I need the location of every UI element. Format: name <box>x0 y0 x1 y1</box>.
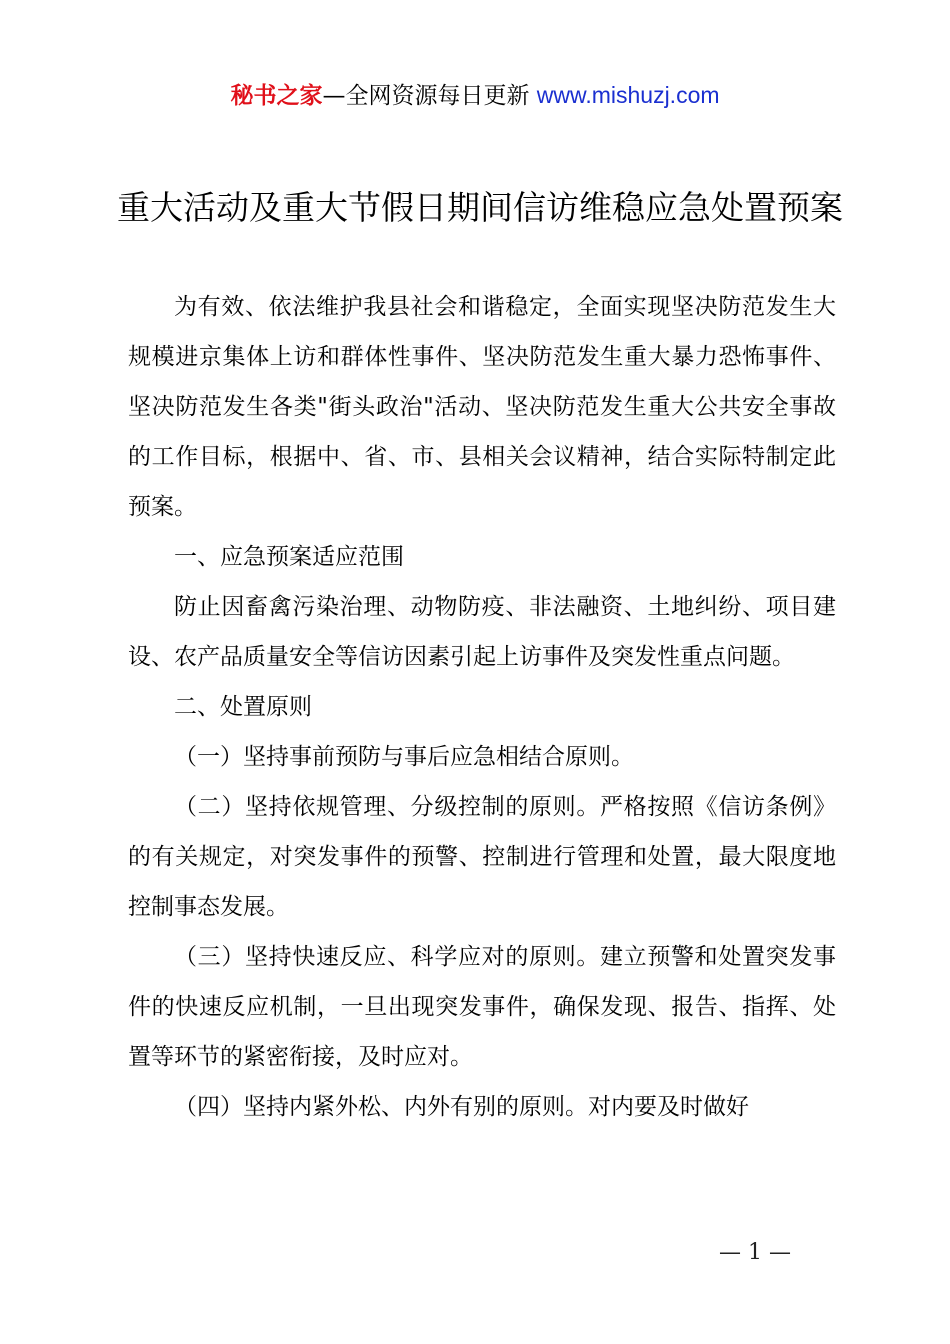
site-header <box>0 78 950 113</box>
principle-1: （一）坚持事前预防与事后应急相结合原则。 <box>174 744 634 770</box>
principle-3: （三）坚持快速反应、科学应对的原则。建立预警和处置突发事件的快速反应机制，一旦出现突发事件，确保发现、报告、指挥、处置等环节的紧密衔接，及时应对。 <box>128 944 836 1070</box>
scope-paragraph: 防止因畜禽污染治理、动物防疫、非法融资、土地纠纷、项目建设、农产品质量安全等信访因素引起上访事件及突发性重点问题。 <box>128 594 836 670</box>
intro-paragraph: 为有效、依法维护我县社会和谐稳定，全面实现坚决防范发生大规模进京集体上访和群体性事件、坚决防范发生重大暴力恐怖事件、坚决防范发生各类"街头政治"活动、坚决防范发生重大公共安全事故的工作目标，根据中、省、市、县相关会议精神，结合实际特制定此预案。 <box>128 294 836 520</box>
section-heading-scope: 一、应急预案适应范围 <box>174 544 404 570</box>
brand-name: 秘书之家 <box>230 83 323 109</box>
header-tagline: —全网资源每日更新 <box>322 83 530 109</box>
document-title: 重大活动及重大节假日期间信访维稳应急处置预案 <box>117 188 843 227</box>
principle-4: （四）坚持内紧外松、内外有别的原则。对内要及时做好 <box>174 1094 749 1120</box>
document-body <box>128 282 836 1132</box>
page-number: — 1 — <box>719 1240 791 1265</box>
principle-2: （二）坚持依规管理、分级控制的原则。严格按照《信访条例》的有关规定，对突发事件的预警、控制进行管理和处置，最大限度地控制事态发展。 <box>128 794 836 920</box>
section-heading-principles: 二、处置原则 <box>174 694 312 720</box>
site-url[interactable]: www.mishuzj.com <box>536 82 720 108</box>
